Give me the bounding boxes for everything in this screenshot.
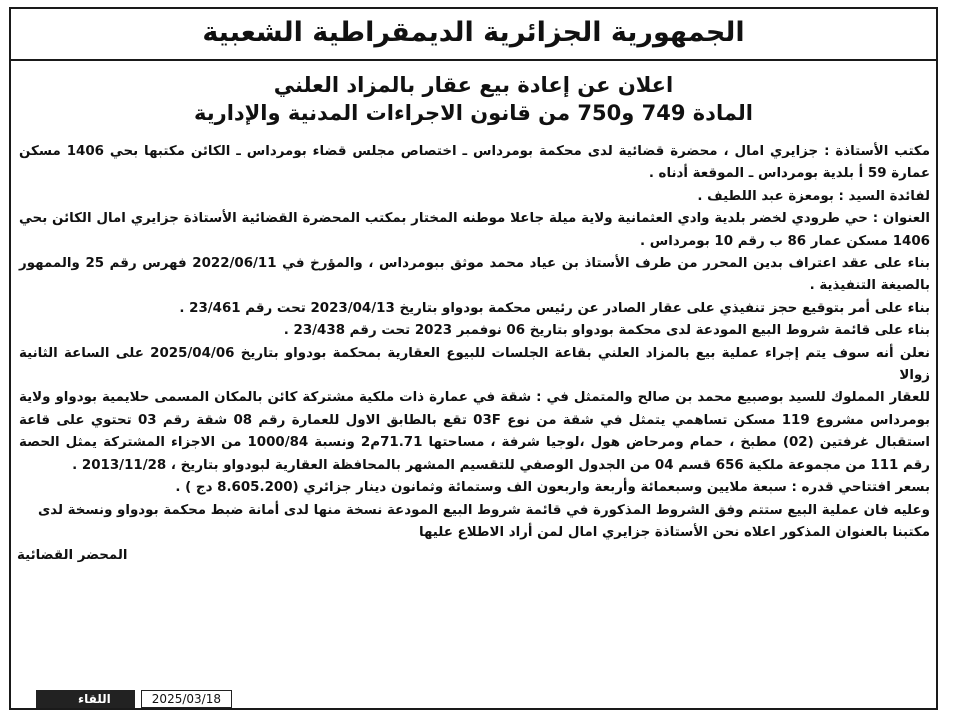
paragraph-office: مكتب الأستاذة : جزايري امال ، محضرة قضائية لدى محكمة بومرداس ـ اختصاص مجلس قضاء بومرداس ـ الكائن مكتبها بحي 1406 مسكن عمارة 59 أ بلدية بومرداس ـ الموقعة أدناه .: [19, 144, 930, 182]
paragraph-property: للعقار المملوك للسيد بوصبيع محمد بن صالح والمتمثل في : شقة في عمارة ذات ملكية مشتركة كائن بالمكان المسمى حلايمية بودواو ولاية بومرداس مشروع 119 مسكن تساهمي يتمثل في شقة من نوع 03F تقع بالطابق الاول للعمارة رقم 08 شقة رقم 03 تحتوي على قاعة استقبال غرفتين (02) مطبخ ، حمام ومرحاض هول ،لوجيا شرفة ، مساحتها 71.71م2 ونسبة 1000/84 من الاجزاء المشتركة يمثل الحصة رقم 111 من مجموعة ملكية 656 قسم 04 من الجدول الوصفي للتقسيم المشهر بالمحافظة العقارية لبودواو بتاريخ ، 2013/11/28 .: [19, 390, 931, 473]
paragraph-debt-deed: بناء على عقد اعتراف بدين المحرر من طرف الأستاذ بن عياد محمد موثق ببومرداس ، والمؤرخ في 2022/06/11 فهرس رقم 25 والممهور بالصيغة التنفيذية .: [19, 256, 930, 294]
signature: المحضر القضائية: [17, 548, 128, 564]
paragraph-auction-date: نعلن أنه سوف يتم إجراء عملية بيع بالمزاد العلني بقاعة الجلسات للبيوع العقارية بمحكمة بودواو بتاريخ 2025/04/06 على الساعة الثانية زوالا: [19, 345, 930, 384]
paragraph-address: العنوان : حي طرودي لخضر بلدية وادي العثمانية ولاية ميلة جاعلا موطنه المختار بمكتب المحضرة القضائية الأستاذة جزايري امال الكائن بحي 1406 مسكن عمار 86 ب رقم 10 بومرداس .: [19, 211, 930, 249]
paragraph-sale-conditions: بناء على قائمة شروط البيع المودعة لدى محكمة بودواو بتاريخ 06 نوفمبر 2023 تحت رقم 23/438 .: [283, 323, 930, 339]
announcement-body: [11, 141, 936, 544]
paragraph-opening-price: بسعر افتتاحي قدره : سبعة ملايين وسبعمائة وأربعة واربعون الف وستمائة وثمانون دينار جزائري (8.605.200 دج ) .: [175, 480, 930, 496]
footer-bar: [36, 689, 232, 709]
paragraph-closing: وعليه فان عملية البيع ستتم وفق الشروط المذكورة في قائمة شروط البيع المودعة نسخة منها لدى أمانة ضبط محكمة بودواو ونسخة لدى مكتبنا بالعنوان المذكور اعلاه نحن الأستاذة جزايري امال لمن أراد الاطلاع عليها: [37, 502, 930, 540]
paragraph-beneficiary: لفائدة السيد : بومعزة عبد اللطيف .: [697, 188, 930, 204]
heading-divider: [11, 59, 936, 61]
newspaper-name: اللقاء: [36, 690, 135, 708]
announcement-title: اعلان عن إعادة بيع عقار بالمزاد العلني: [273, 73, 674, 97]
republic-heading: الجمهورية الجزائرية الديمقراطية الشعبية: [202, 17, 745, 48]
paragraph-seizure-order: بناء على أمر بتوقيع حجز تنفيذي على عقار الصادر عن رئيس محكمة بودواو بتاريخ 2023/04/13 تحت رقم 23/461 .: [179, 300, 930, 316]
announcement-subtitle: المادة 749 و750 من قانون الاجراءات المدنية والإدارية: [193, 101, 753, 125]
announcement-frame: [9, 7, 938, 710]
publication-date: 2025/03/18: [141, 690, 232, 708]
